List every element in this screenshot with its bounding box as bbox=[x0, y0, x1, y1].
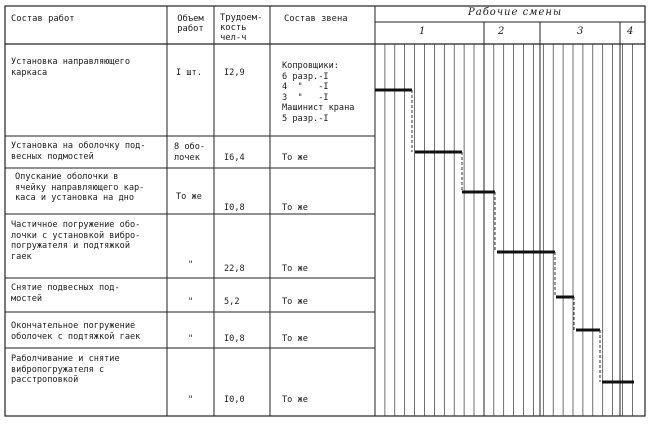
row-4-crew: То же bbox=[282, 264, 308, 274]
row-7-work: Раболчивание и снятие вибропогружателя с расстроповкой bbox=[11, 354, 120, 386]
row-5-volume: " bbox=[188, 297, 194, 307]
row-1-crew: Копровщики: 6 разр.-I 4 " -I 3 " -I Машинист крана 5 разр.-I bbox=[282, 61, 355, 124]
row-3-volume: То же bbox=[176, 192, 202, 202]
row-6-work: Окончательное погружение оболочек с подтяжкой гаек bbox=[11, 321, 141, 342]
row-6-crew: То же bbox=[282, 334, 308, 344]
row-7-volume: " bbox=[188, 395, 194, 405]
header-shifts: Рабочие смены bbox=[468, 7, 563, 18]
row-5-work: Снятие подвесных под- мостей bbox=[11, 283, 120, 304]
row-6-volume: " bbox=[188, 334, 194, 344]
row-4-work: Частичное погружение обо- лочки с установкой вибро- погружателя и подтяжкой гаек bbox=[11, 220, 141, 262]
shift-number-4: 4 bbox=[627, 26, 634, 37]
row-1-work: Установка направляющего каркаса bbox=[11, 57, 130, 78]
header-volume: Объем работ bbox=[177, 14, 204, 34]
row-2-work: Установка на оболочку под- весных подмостей bbox=[11, 141, 146, 162]
row-3-crew: То же bbox=[282, 203, 308, 213]
shift-number-3: 3 bbox=[577, 26, 584, 37]
row-1-labor: I2,9 bbox=[224, 68, 245, 78]
row-7-labor: I0,0 bbox=[224, 395, 245, 405]
hour-grid-lines bbox=[385, 44, 633, 416]
row-3-labor: I0,8 bbox=[224, 203, 245, 213]
row-2-crew: То же bbox=[282, 153, 308, 163]
row-4-volume: " bbox=[188, 260, 194, 270]
row-6-labor: I0,8 bbox=[224, 334, 245, 344]
shift-number-1: 1 bbox=[419, 26, 426, 37]
row-1-volume: I шт. bbox=[176, 68, 202, 78]
row-7-crew: То же bbox=[282, 395, 308, 405]
header-crew: Состав звена bbox=[284, 14, 348, 24]
header-works: Состав работ bbox=[11, 14, 75, 24]
row-3-work: Опускание оболочки в ячейку направляющего кар- каса и установка на дно bbox=[15, 172, 145, 204]
schedule-bars bbox=[375, 90, 634, 382]
row-4-labor: 22,8 bbox=[224, 264, 245, 274]
header-labor: Трудоем- кость чел-ч bbox=[220, 13, 263, 43]
row-5-crew: То же bbox=[282, 297, 308, 307]
shift-number-2: 2 bbox=[498, 26, 505, 37]
row-2-volume: 8 обо- лочек bbox=[174, 142, 206, 163]
row-5-labor: 5,2 bbox=[224, 297, 240, 307]
row-2-labor: I6,4 bbox=[224, 153, 245, 163]
